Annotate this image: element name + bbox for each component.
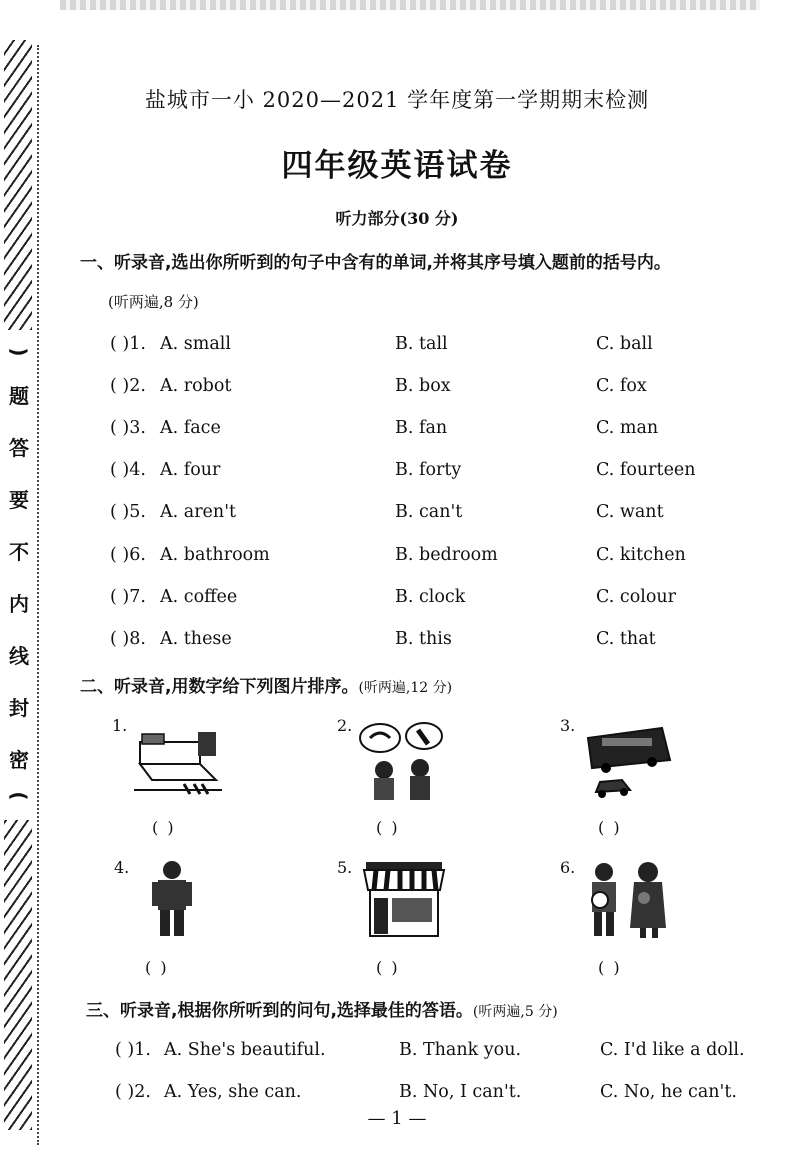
- option-b: B. No, I can't.: [399, 1082, 522, 1102]
- answer-paren[interactable]: ( )1.: [110, 334, 146, 354]
- bus-and-car-icon: [582, 720, 674, 802]
- exam-title: 四年级英语试卷: [281, 148, 513, 184]
- seal-open-paren: (: [7, 791, 31, 801]
- seal-char-3: 要: [9, 488, 29, 512]
- seal-char-4: 不: [9, 540, 29, 564]
- bedroom-icon: [132, 720, 224, 802]
- option-c: C. fox: [596, 376, 647, 396]
- s1-question-4: [0, 460, 794, 492]
- seal-char-8: 密: [9, 748, 29, 772]
- answer-paren[interactable]: ( )8.: [110, 629, 146, 649]
- option-b: B. clock: [395, 587, 466, 607]
- option-b: B. tall: [395, 334, 448, 354]
- option-a: A. these: [160, 629, 232, 649]
- page-number: — 1 —: [367, 1108, 427, 1129]
- picture-2-answer[interactable]: ( ): [376, 818, 400, 837]
- picture-1-number: 1.: [112, 716, 128, 735]
- section3-note: (听两遍,5 分): [472, 1004, 558, 1020]
- boy-and-girl-with-toys-icon: [582, 858, 674, 940]
- section1-note: (听两遍,8 分): [108, 293, 199, 311]
- option-c: C. ball: [596, 334, 653, 354]
- answer-paren[interactable]: ( )3.: [110, 418, 146, 438]
- school-title: 盐城市一小 2020—2021 学年度第一学期期末检测: [144, 88, 650, 112]
- option-c: C. fourteen: [596, 460, 696, 480]
- s1-question-8: [0, 629, 794, 661]
- option-b: B. Thank you.: [399, 1040, 522, 1060]
- picture-2-number: 2.: [337, 716, 353, 735]
- answer-paren[interactable]: ( )4.: [110, 460, 146, 480]
- picture-4-answer[interactable]: ( ): [145, 958, 169, 977]
- section3-heading-text: 三、听录音,根据你所听到的问句,选择最佳的答语。: [86, 1001, 473, 1021]
- s1-question-7: [0, 587, 794, 619]
- option-b: B. bedroom: [395, 545, 498, 565]
- s1-question-5: [0, 502, 794, 534]
- option-b: B. this: [395, 629, 452, 649]
- option-b: B. box: [395, 376, 451, 396]
- option-c: C. that: [596, 629, 656, 649]
- s1-question-6: [0, 545, 794, 577]
- option-a: A. four: [160, 460, 221, 480]
- option-c: C. I'd like a doll.: [600, 1040, 745, 1060]
- option-a: A. face: [160, 418, 221, 438]
- seal-char-6: 线: [9, 644, 29, 668]
- s1-question-2: [0, 376, 794, 408]
- picture-3-answer[interactable]: ( ): [598, 818, 622, 837]
- section2-heading-text: 二、听录音,用数字给下列图片排序。: [80, 677, 359, 697]
- option-b: B. fan: [395, 418, 448, 438]
- seal-char-2: 答: [9, 436, 29, 460]
- option-b: B. can't: [395, 502, 463, 522]
- option-c: C. No, he can't.: [600, 1082, 737, 1102]
- option-a: A. bathroom: [160, 545, 270, 565]
- option-a: A. She's beautiful.: [164, 1040, 326, 1060]
- answer-paren[interactable]: ( )2.: [110, 376, 146, 396]
- scan-top-band: [60, 0, 760, 10]
- seal-char-7: 封: [9, 696, 29, 720]
- section1-heading: 一、听录音,选出你所听到的句子中含有的单词,并将其序号填入题前的括号内。: [80, 253, 671, 273]
- seal-close-paren: ): [7, 347, 31, 357]
- answer-paren[interactable]: ( )5.: [110, 502, 146, 522]
- picture-6-answer[interactable]: ( ): [598, 958, 622, 977]
- s1-question-3: [0, 418, 794, 450]
- picture-6-number: 6.: [560, 858, 576, 877]
- option-a: A. aren't: [160, 502, 237, 522]
- section2-note: (听两遍,12 分): [358, 680, 453, 696]
- section2-heading: [80, 672, 452, 697]
- option-a: A. Yes, she can.: [164, 1082, 302, 1102]
- answer-paren[interactable]: ( )1.: [115, 1040, 151, 1060]
- option-a: A. small: [160, 334, 231, 354]
- option-c: C. colour: [596, 587, 676, 607]
- boy-standing-icon: [126, 858, 218, 940]
- picture-3-number: 3.: [560, 716, 576, 735]
- picture-5-answer[interactable]: ( ): [376, 958, 400, 977]
- option-b: B. forty: [395, 460, 462, 480]
- picture-4-number: 4.: [114, 858, 130, 877]
- s1-question-1: [0, 334, 794, 366]
- section3-heading: [86, 996, 558, 1021]
- seal-char-5: 内: [9, 592, 29, 616]
- picture-1-answer[interactable]: ( ): [152, 818, 176, 837]
- option-c: C. want: [596, 502, 664, 522]
- option-c: C. man: [596, 418, 659, 438]
- listening-part-title: 听力部分(30 分): [335, 209, 459, 228]
- option-a: A. robot: [160, 376, 232, 396]
- s3-question-1: [0, 1040, 794, 1072]
- shop-icon: [358, 858, 450, 940]
- option-a: A. coffee: [160, 587, 238, 607]
- answer-paren[interactable]: ( )7.: [110, 587, 146, 607]
- answer-paren[interactable]: ( )2.: [115, 1082, 151, 1102]
- kids-thinking-icon: [356, 720, 448, 802]
- picture-5-number: 5.: [337, 858, 353, 877]
- answer-paren[interactable]: ( )6.: [110, 545, 146, 565]
- option-c: C. kitchen: [596, 545, 686, 565]
- seal-char-1: 题: [9, 384, 29, 408]
